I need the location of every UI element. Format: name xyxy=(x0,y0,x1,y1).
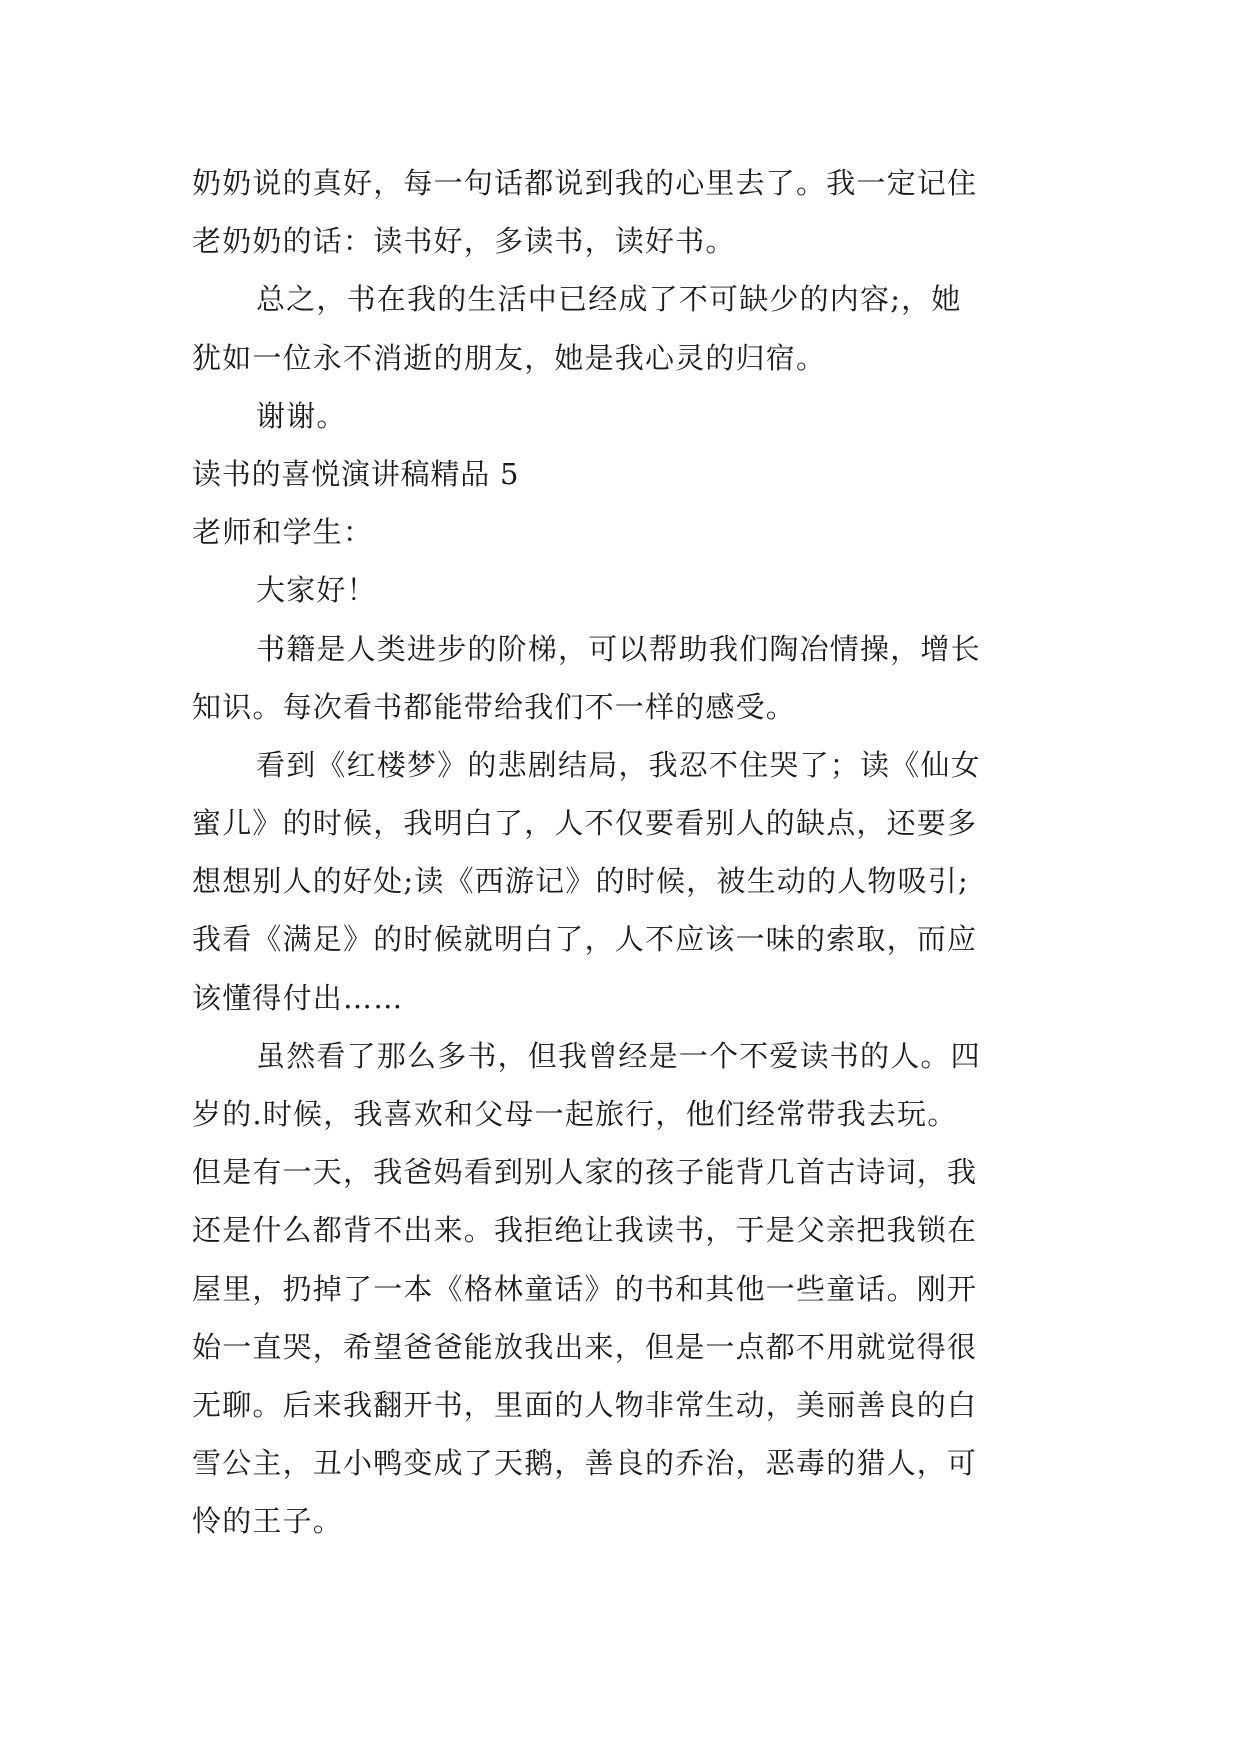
greeting: 大家好！ xyxy=(256,573,377,608)
text-line: 想想别人的好处;读《西游记》的时候，被生动的人物吸引; xyxy=(192,864,969,899)
text-line: 岁的.时候，我喜欢和父母一起旅行，他们经常带我去玩。 xyxy=(192,1097,958,1131)
text-line: 该懂得付出…… xyxy=(192,980,404,1015)
text-line: 始一直哭，希望爸爸能放我出来，但是一点都不用就觉得很 xyxy=(192,1329,978,1364)
salutation: 老师和学生： xyxy=(192,515,374,550)
text-line: 屋里，扔掉了一本《格林童话》的书和其他一些童话。刚开 xyxy=(192,1271,978,1306)
text-line: 我看《满足》的时候就明白了，人不应该一味的索取，而应 xyxy=(192,922,978,957)
paragraph-start-line: 虽然看了那么多书，但我曾经是一个不爱读书的人。四 xyxy=(256,1038,981,1073)
text-line: 还是什么都背不出来。我拒绝让我读书，于是父亲把我锁在 xyxy=(192,1213,978,1248)
closing-thanks: 谢谢。 xyxy=(256,398,347,433)
text-line: 犹如一位永不消逝的朋友，她是我心灵的归宿。 xyxy=(192,340,827,375)
text-line: 奶奶说的真好，每一句话都说到我的心里去了。我一定记住 xyxy=(192,166,978,200)
paragraph-start-line: 总之，书在我的生活中已经成了不可缺少的内容;，她 xyxy=(256,282,962,317)
text-line: 老奶奶的话：读书好，多读书，读好书。 xyxy=(192,224,736,259)
text-line: 知识。每次看书都能带给我们不一样的感受。 xyxy=(192,689,797,724)
section-heading: 读书的喜悦演讲稿精品 5 xyxy=(192,456,520,491)
text-line: 无聊。后来我翻开书，里面的人物非常生动，美丽善良的白 xyxy=(192,1387,978,1422)
text-line: 蜜儿》的时候，我明白了，人不仅要看别人的缺点，还要多 xyxy=(192,806,978,841)
paragraph-start-line: 书籍是人类进步的阶梯，可以帮助我们陶冶情操，增长 xyxy=(256,631,981,666)
text-line: 怜的王子。 xyxy=(192,1504,344,1539)
document-body xyxy=(192,154,1052,1551)
text-line: 雪公主，丑小鸭变成了天鹅，善良的乔治，恶毒的猎人，可 xyxy=(192,1446,978,1481)
paragraph-start-line: 看到《红楼梦》的悲剧结局，我忍不住哭了；读《仙女 xyxy=(256,747,981,782)
text-line: 但是有一天，我爸妈看到别人家的孩子能背几首古诗词，我 xyxy=(192,1155,978,1190)
